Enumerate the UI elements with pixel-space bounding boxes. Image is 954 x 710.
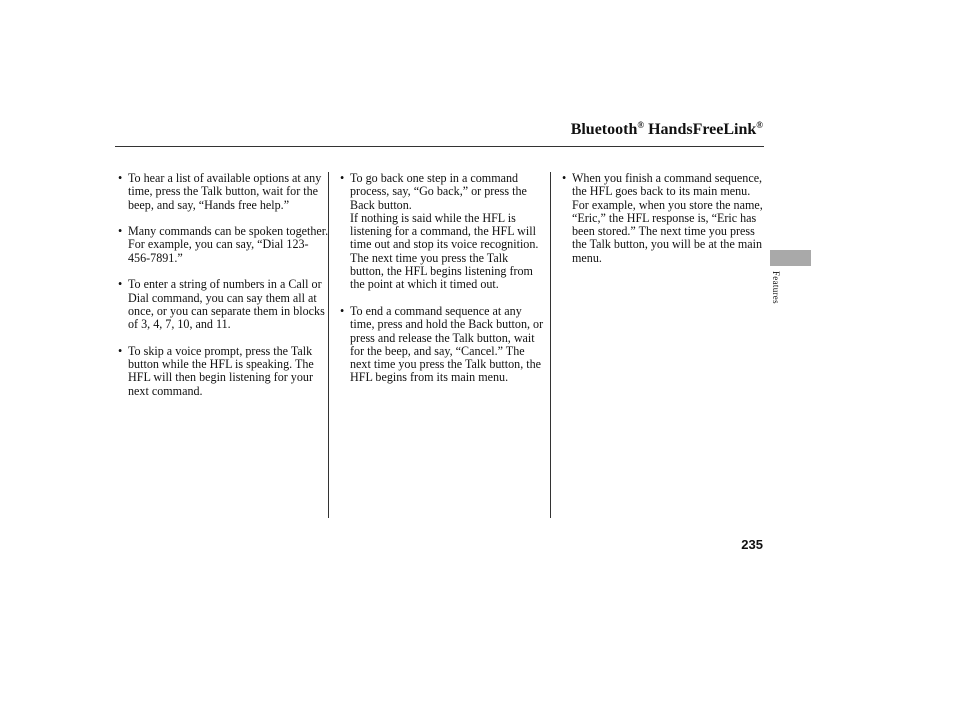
list-item [340, 172, 545, 292]
registered-mark: ® [637, 120, 645, 130]
page-number: 235 [741, 537, 763, 552]
list-item-continuation: If nothing is said while the HFL is listening for a command, the HFL will time out and stop its voice recognition. The next time you press the Talk button, the HFL begins listening from the point at which it timed out. [350, 210, 539, 292]
registered-mark-2: ® [756, 120, 763, 130]
section-tab [770, 250, 811, 266]
list-item [118, 278, 330, 331]
list-item-text: • To enter a string of numbers in a Call or Dial command, you can say them all at once, or you can separate them in blocks of 3, 4, 7, 10, and 11. [128, 277, 325, 332]
list-item [340, 305, 545, 385]
list-item-text: • To hear a list of available options at any time, press the Talk button, wait for the beep, and say, “Hands free help.” [128, 171, 322, 212]
list-item-text: • When you finish a command sequence, the HFL goes back to its main menu. For example, when you store the name, “Eric,” the HFL response is, “Eric has been stored.” The next time you press the Talk button, you will be at the main menu. [572, 171, 763, 265]
list-item-text: • Many commands can be spoken together. For example, you can say, “Dial 123-456-7891.” [128, 224, 329, 265]
column-1 [118, 172, 330, 411]
list-item-text: • To end a command sequence at any time, press and hold the Back button, or press and release the Talk button, wait for the beep, and say, “Cancel.” The next time you press the Talk button, the HFL begins from its main menu. [350, 303, 544, 385]
column-3 [562, 172, 764, 278]
list-item-text: • To go back one step in a command process, say, “Go back,” or press the Back button. [350, 171, 527, 212]
column-divider-1 [328, 172, 329, 518]
bullet-list-3 [562, 172, 764, 265]
bullet-list-2 [340, 172, 545, 385]
list-item [562, 172, 764, 265]
column-2 [340, 172, 545, 398]
list-item [118, 345, 330, 398]
title-handsfreelink: HandsFreeLink [644, 121, 757, 138]
title-bluetooth: Bluetooth [570, 121, 638, 138]
page-title [571, 121, 763, 139]
header-rule [115, 146, 764, 147]
list-item [118, 225, 330, 265]
column-divider-2 [550, 172, 551, 518]
list-item-text: • To skip a voice prompt, press the Talk button while the HFL is speaking. The HFL will then begin listening for your next command. [128, 343, 314, 398]
bullet-list-1 [118, 172, 330, 398]
section-label: Features [771, 271, 781, 304]
list-item [118, 172, 330, 212]
